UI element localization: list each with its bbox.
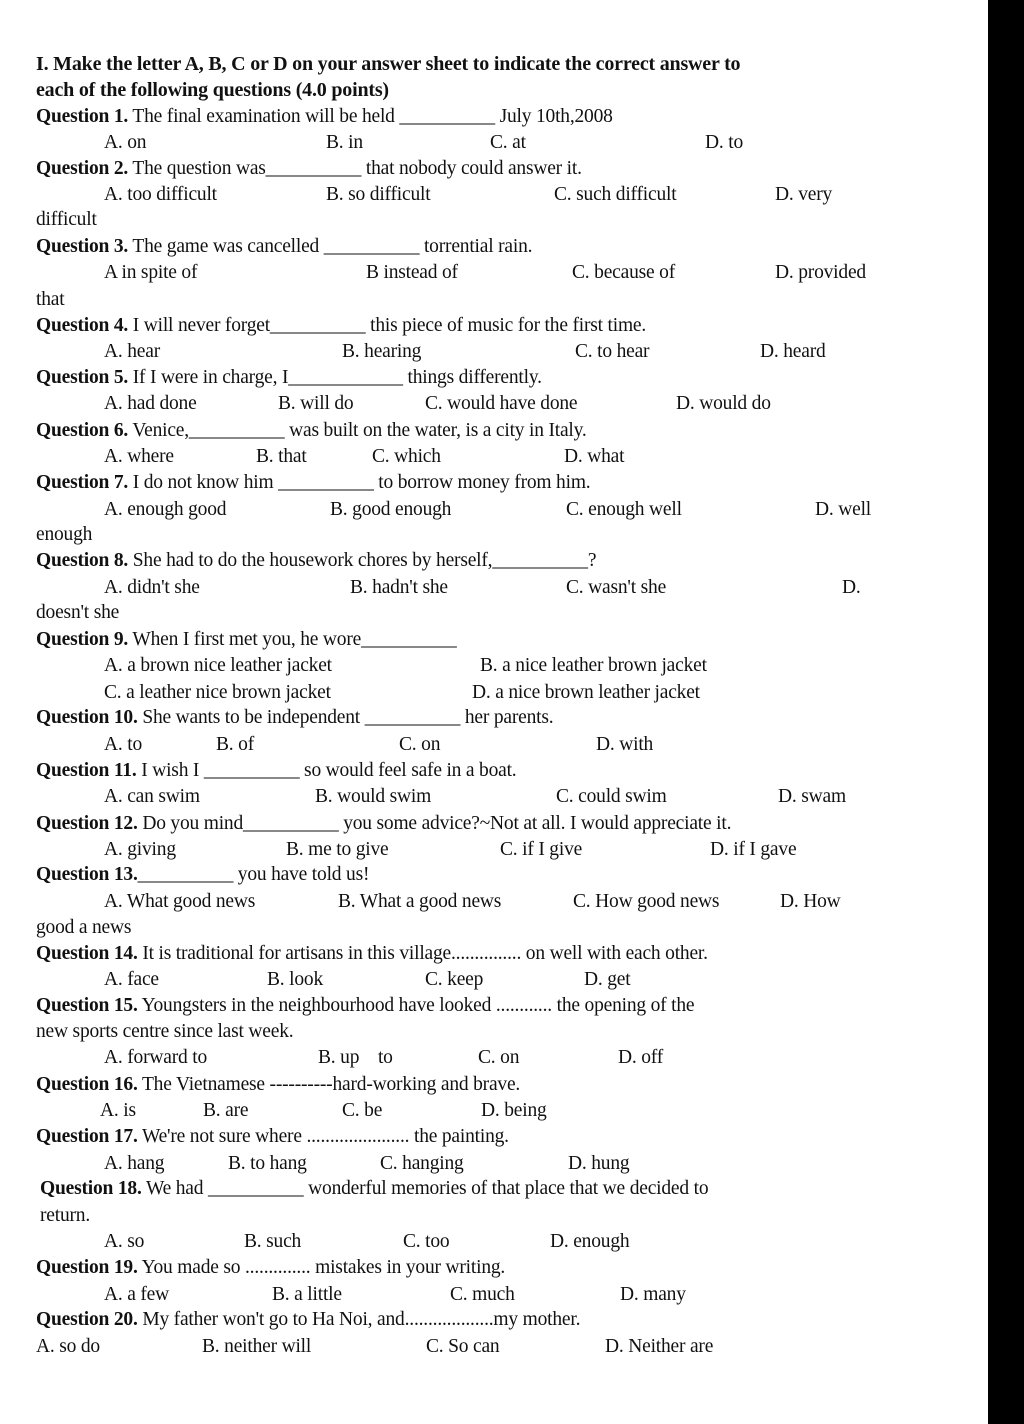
question-7 bbox=[36, 471, 590, 495]
question-text: I wish I __________ so would feel safe in a boat. bbox=[141, 760, 517, 781]
option-d[interactable]: D. provided bbox=[775, 262, 866, 283]
question-label: Question 18. bbox=[40, 1178, 142, 1199]
option-a[interactable]: A. face bbox=[104, 969, 159, 990]
option-b[interactable]: B. good enough bbox=[330, 499, 452, 520]
question-19 bbox=[36, 1256, 505, 1280]
option-a[interactable]: A. a brown nice leather jacket bbox=[104, 655, 332, 676]
option-c[interactable]: C. wasn't she bbox=[566, 577, 667, 598]
question-9 bbox=[36, 628, 457, 652]
option-d[interactable]: D. heard bbox=[760, 341, 826, 362]
question-text: She wants to be independent __________ her parents. bbox=[142, 707, 554, 728]
question-text: We had __________ wonderful memories of that place that we decided to bbox=[145, 1178, 709, 1199]
option-b[interactable]: B. a nice leather brown jacket bbox=[480, 655, 707, 676]
option-c[interactable]: C. on bbox=[478, 1047, 520, 1068]
option-d[interactable]: D. with bbox=[596, 734, 654, 755]
question-label: Question 12. bbox=[36, 813, 138, 834]
option-c[interactable]: C. much bbox=[450, 1284, 515, 1305]
option-c[interactable]: C. So can bbox=[426, 1336, 500, 1357]
question-15 bbox=[36, 994, 694, 1018]
option-b[interactable]: B. are bbox=[203, 1100, 249, 1121]
option-a[interactable]: A. What good news bbox=[104, 891, 256, 912]
option-d[interactable]: D. How bbox=[780, 891, 841, 912]
question-4 bbox=[36, 314, 646, 338]
question-12 bbox=[36, 812, 731, 836]
option-d[interactable]: D. swam bbox=[778, 786, 846, 807]
question-label: Question 1. bbox=[36, 106, 129, 127]
option-d[interactable]: D. enough bbox=[550, 1231, 630, 1252]
option-b[interactable]: B instead of bbox=[366, 262, 458, 283]
option-c[interactable]: C. on bbox=[399, 734, 441, 755]
option-d[interactable]: D. very bbox=[775, 184, 833, 205]
question-label: Question 5. bbox=[36, 367, 129, 388]
question-text: I do not know him __________ to borrow money from him. bbox=[132, 472, 591, 493]
question-text: Youngsters in the neighbourhood have looked ............ the opening of the bbox=[141, 995, 695, 1016]
option-d[interactable]: D. well bbox=[815, 499, 872, 520]
option-d-wrap: that bbox=[36, 289, 65, 310]
option-c[interactable]: C. because of bbox=[572, 262, 675, 283]
option-c[interactable]: C. at bbox=[490, 132, 526, 153]
option-b[interactable]: B. such bbox=[244, 1231, 302, 1252]
option-c[interactable]: C. a leather nice brown jacket bbox=[104, 682, 331, 703]
option-c[interactable]: C. such difficult bbox=[554, 184, 677, 205]
option-d[interactable]: D. being bbox=[481, 1100, 547, 1121]
option-d-wrap: difficult bbox=[36, 209, 97, 230]
question-2 bbox=[36, 157, 582, 181]
option-a[interactable]: A. too difficult bbox=[104, 184, 217, 205]
question-6 bbox=[36, 419, 587, 443]
question-3 bbox=[36, 235, 532, 259]
question-20 bbox=[36, 1308, 580, 1332]
option-d-wrap: enough bbox=[36, 524, 93, 545]
option-c[interactable]: C. if I give bbox=[500, 839, 583, 860]
option-d-wrap: good a news bbox=[36, 917, 132, 938]
option-b[interactable]: B. look bbox=[267, 969, 324, 990]
question-label: Question 17. bbox=[36, 1126, 138, 1147]
question-text: Do you mind__________ you some advice?~Not at all. I would appreciate it. bbox=[142, 813, 732, 834]
question-1 bbox=[36, 105, 613, 129]
question-14 bbox=[36, 942, 708, 966]
question-text: We're not sure where ...................... the painting. bbox=[141, 1126, 509, 1147]
option-d[interactable]: D. many bbox=[620, 1284, 686, 1305]
question-text: It is traditional for artisans in this village............... on well with each other. bbox=[142, 943, 708, 964]
question-text: When I first met you, he wore__________ bbox=[132, 629, 457, 650]
option-a[interactable]: A. had done bbox=[104, 393, 197, 414]
option-a[interactable]: A. giving bbox=[104, 839, 176, 860]
question-continuation: new sports centre since last week. bbox=[36, 1021, 294, 1042]
option-a[interactable]: A. is bbox=[100, 1100, 136, 1121]
option-c[interactable]: C. too bbox=[403, 1231, 450, 1252]
option-b[interactable]: B. would swim bbox=[315, 786, 432, 807]
option-d[interactable]: D. would do bbox=[676, 393, 771, 414]
right-black-border bbox=[988, 0, 1024, 1424]
option-c[interactable]: C. could swim bbox=[556, 786, 667, 807]
option-b[interactable]: B. so difficult bbox=[326, 184, 431, 205]
question-text: She had to do the housework chores by herself,__________? bbox=[132, 550, 597, 571]
question-label: Question 6. bbox=[36, 420, 129, 441]
question-17 bbox=[36, 1125, 509, 1149]
question-18 bbox=[40, 1177, 708, 1201]
question-text: __________ you have told us! bbox=[137, 864, 370, 885]
question-text: You made so .............. mistakes in your writing. bbox=[141, 1257, 506, 1278]
question-11 bbox=[36, 759, 516, 783]
option-a[interactable]: A. a few bbox=[104, 1284, 169, 1305]
question-label: Question 7. bbox=[36, 472, 129, 493]
question-10 bbox=[36, 706, 553, 730]
option-d[interactable]: D. what bbox=[564, 446, 625, 467]
option-b[interactable]: B. will do bbox=[278, 393, 354, 414]
option-a[interactable]: A. so bbox=[104, 1231, 145, 1252]
option-c[interactable]: C. be bbox=[342, 1100, 383, 1121]
option-b[interactable]: B. hadn't she bbox=[350, 577, 448, 598]
question-label: Question 10. bbox=[36, 707, 138, 728]
option-d[interactable]: D. if I gave bbox=[710, 839, 797, 860]
question-label: Question 2. bbox=[36, 158, 129, 179]
option-c[interactable]: C. which bbox=[372, 446, 441, 467]
option-a[interactable]: A. can swim bbox=[104, 786, 200, 807]
option-c[interactable]: C. enough well bbox=[566, 499, 682, 520]
question-text: My father won't go to Ha Noi, and...................my mother. bbox=[142, 1309, 581, 1330]
option-a[interactable]: A. where bbox=[104, 446, 174, 467]
question-text: The Vietnamese ----------hard-working and brave. bbox=[141, 1074, 521, 1095]
option-a[interactable]: A. hang bbox=[104, 1153, 165, 1174]
option-d-wrap: doesn't she bbox=[36, 602, 120, 623]
question-label: Question 13. bbox=[36, 864, 138, 885]
option-d[interactable]: D. hung bbox=[568, 1153, 630, 1174]
option-a[interactable]: A. enough good bbox=[104, 499, 227, 520]
question-label: Question 14. bbox=[36, 943, 138, 964]
question-label: Question 9. bbox=[36, 629, 129, 650]
option-b[interactable]: B. up to bbox=[318, 1047, 393, 1068]
option-d[interactable]: D. Neither are bbox=[605, 1336, 714, 1357]
option-b[interactable]: B. to hang bbox=[228, 1153, 307, 1174]
option-c[interactable]: C. keep bbox=[425, 969, 484, 990]
option-a[interactable]: A. so do bbox=[36, 1336, 100, 1357]
option-b[interactable]: B. in bbox=[326, 132, 363, 153]
option-b[interactable]: B. me to give bbox=[286, 839, 389, 860]
question-label: Question 15. bbox=[36, 995, 138, 1016]
question-label: Question 11. bbox=[36, 760, 137, 781]
option-a[interactable]: A in spite of bbox=[104, 262, 198, 283]
question-label: Question 4. bbox=[36, 315, 129, 336]
question-16 bbox=[36, 1073, 520, 1097]
option-d[interactable]: D. bbox=[842, 577, 861, 598]
option-d[interactable]: D. off bbox=[618, 1047, 664, 1068]
section-subtitle: each of the following questions (4.0 points) bbox=[36, 79, 389, 101]
question-continuation: return. bbox=[40, 1205, 91, 1226]
question-text: If I were in charge, I____________ things differently. bbox=[132, 367, 542, 388]
question-label: Question 8. bbox=[36, 550, 129, 571]
option-c[interactable]: C. would have done bbox=[425, 393, 578, 414]
option-c[interactable]: C. How good news bbox=[573, 891, 720, 912]
option-a[interactable]: A. on bbox=[104, 132, 147, 153]
option-a[interactable]: A. to bbox=[104, 734, 143, 755]
option-b[interactable]: B. What a good news bbox=[338, 891, 502, 912]
question-label: Question 19. bbox=[36, 1257, 138, 1278]
question-text: Venice,__________ was built on the water, is a city in Italy. bbox=[132, 420, 587, 441]
option-a[interactable]: A. didn't she bbox=[104, 577, 200, 598]
option-b[interactable]: B. that bbox=[256, 446, 307, 467]
question-text: The final examination will be held __________ July 10th,2008 bbox=[132, 106, 613, 127]
option-d[interactable]: D. to bbox=[705, 132, 744, 153]
option-b[interactable]: B. of bbox=[216, 734, 255, 755]
question-text: The question was__________ that nobody could answer it. bbox=[132, 158, 582, 179]
option-c[interactable]: C. to hear bbox=[575, 341, 650, 362]
question-label: Question 16. bbox=[36, 1074, 138, 1095]
question-13 bbox=[36, 863, 369, 887]
question-label: Question 20. bbox=[36, 1309, 138, 1330]
question-label: Question 3. bbox=[36, 236, 129, 257]
option-d[interactable]: D. get bbox=[584, 969, 631, 990]
option-b[interactable]: B. a little bbox=[272, 1284, 342, 1305]
section-title: I. Make the letter A, B, C or D on your answer sheet to indicate the correct answer to bbox=[36, 53, 741, 75]
option-a[interactable]: A. forward to bbox=[104, 1047, 207, 1068]
question-text: The game was cancelled __________ torrential rain. bbox=[132, 236, 533, 257]
question-5 bbox=[36, 366, 542, 390]
option-b[interactable]: B. neither will bbox=[202, 1336, 312, 1357]
option-c[interactable]: C. hanging bbox=[380, 1153, 464, 1174]
question-text: I will never forget__________ this piece of music for the first time. bbox=[132, 315, 647, 336]
option-b[interactable]: B. hearing bbox=[342, 341, 422, 362]
question-8 bbox=[36, 549, 596, 573]
option-a[interactable]: A. hear bbox=[104, 341, 160, 362]
option-d[interactable]: D. a nice brown leather jacket bbox=[472, 682, 700, 703]
